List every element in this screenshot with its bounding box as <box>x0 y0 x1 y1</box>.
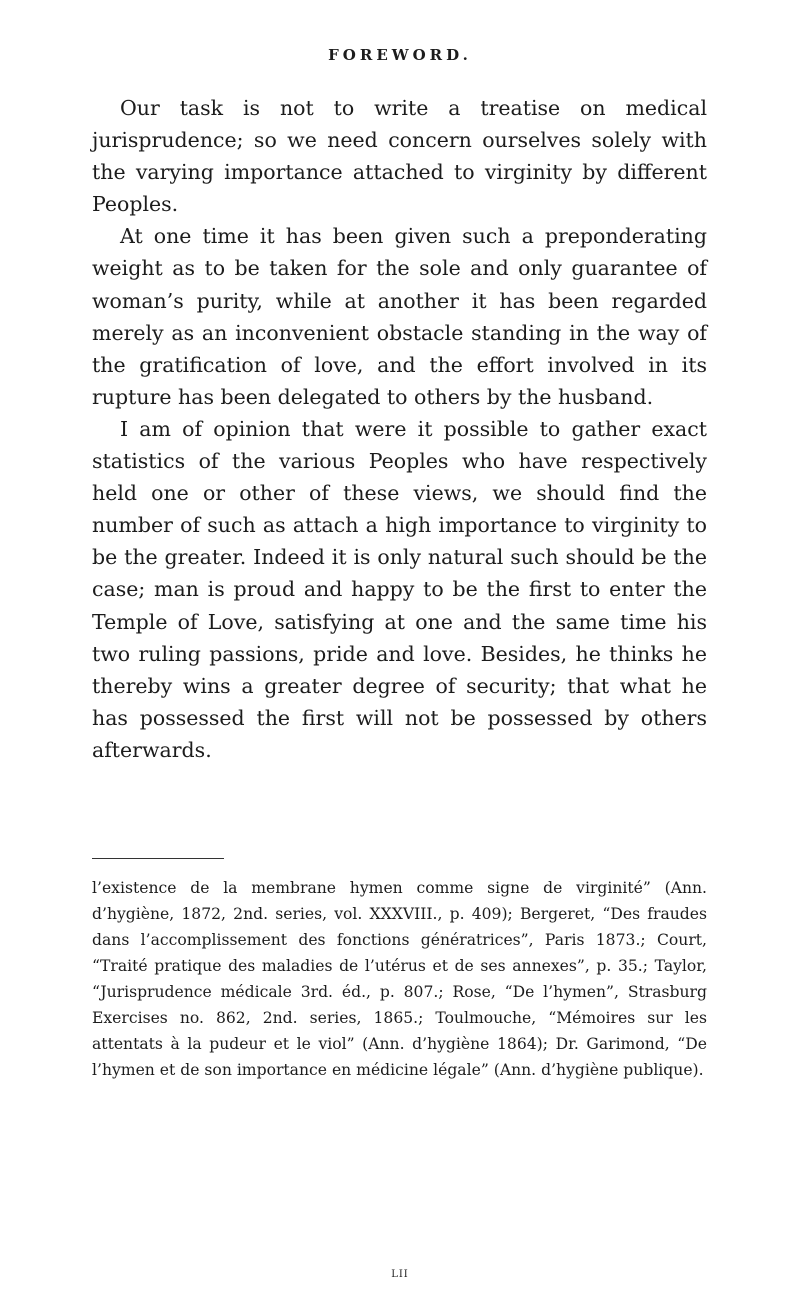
paragraph-1: Our task is not to write a treatise on medical jurisprudence; so we need concern ourselves solely with the varying importance attached to virginity by different Peoples. <box>92 96 707 217</box>
main-text <box>92 92 707 766</box>
paragraph-2: At one time it has been given such a preponderating weight as to be taken for the sole and only guarantee of woman’s purity, while at another it has been regarded merely as an inconvenient obstacle standing in the way of the gratification of love, and the effort involved in its rupture has been delegated to others by the husband. <box>92 224 707 409</box>
running-head: FOREWORD. <box>328 46 472 64</box>
footnote <box>92 875 707 1083</box>
page-number: LII <box>391 1269 409 1280</box>
footnote-rule <box>92 858 224 859</box>
footnote-text: l’existence de la membrane hymen comme signe de virginité” (Ann. d’hygiène, 1872, 2nd. series, vol. XXXVIII., p. 409); Bergeret, “Des fraudes dans l’accomplissement des fonctions génératrices”, Paris 1873.; Court, “Traité pratique des maladies de l’utérus et de ses annexes”, p. 35.; Taylor, “Jurisprudence médicale 3rd. éd., p. 807.; Rose, “De l’hymen”, Strasburg Exercises no. 862, 2nd. series, 1865.; Toulmouche, “Mémoires sur les attentats à la pudeur et le viol” (Ann. d’hygiène 1864); Dr. Garimond, “De l’hymen et de son importance en médicine légale” (Ann. d’hygiène publique). <box>92 879 707 1079</box>
paragraph-3: I am of opinion that were it possible to gather exact statistics of the various Peoples who have respectively held one or other of these views, we should find the number of such as attach a high importance to virginity to be the greater. Indeed it is only natural such should be the case; man is proud and happy to be the first to enter the Temple of Love, satisfying at one and the same time his two ruling passions, pride and love. Besides, he thinks he thereby wins a greater degree of security; that what he has possessed the first will not be possessed by others afterwards. <box>92 416 707 762</box>
